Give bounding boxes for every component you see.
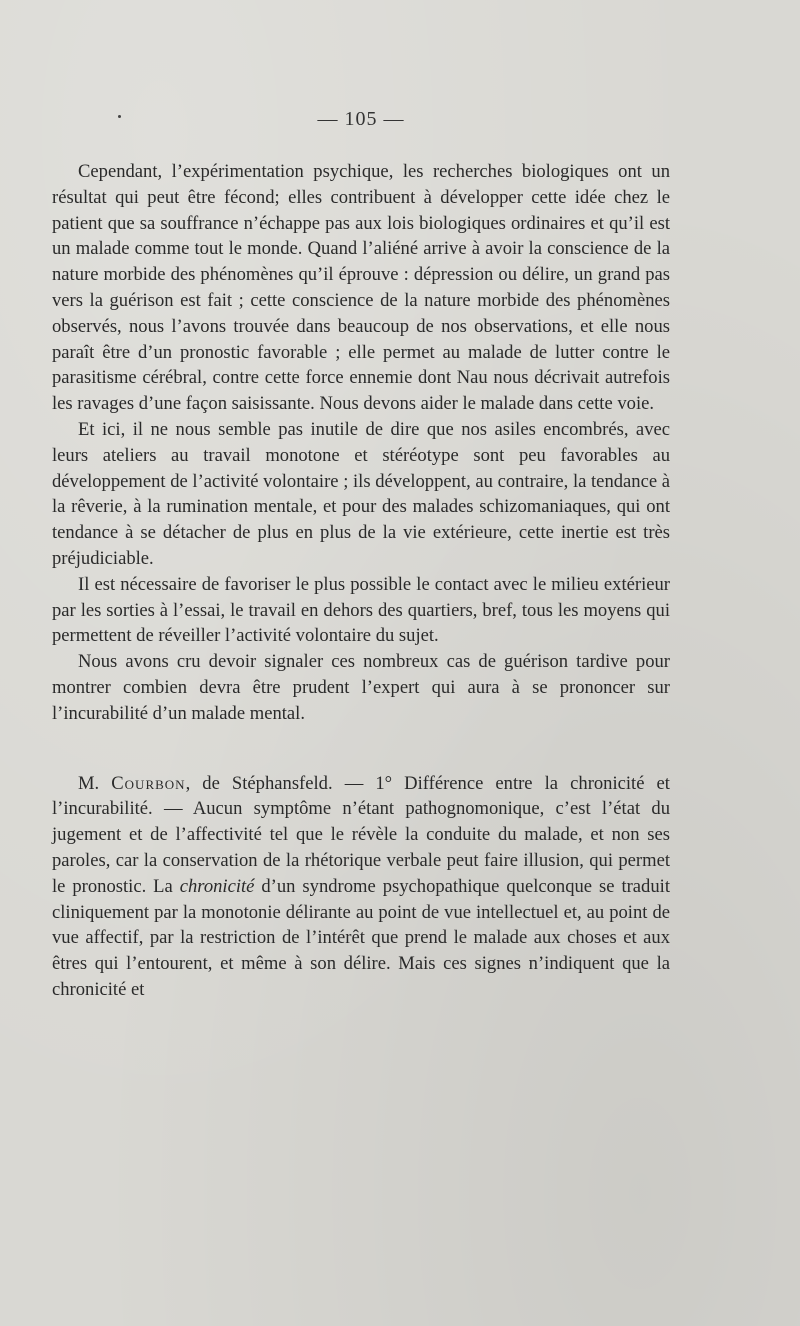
page-number: — 105 —	[317, 108, 405, 130]
author-name: Courbon	[111, 772, 186, 794]
section-paragraph	[52, 771, 670, 1003]
paragraph: Cependant, l’expérimentation psychique, les recherches biologiques ont un résultat qui peut être fécond; elles contribuent à développer cette idée chez le patient que sa souffrance n’échappe pas aux lois biologiques ordinaires et qu’il est un malade comme tout le monde. Quand l’aliéné arrive à avoir la conscience de la nature morbide des phénomènes qu’il éprouve : dépression ou délire, un grand pas vers la guérison est fait ; cette conscience de la nature morbide des phénomènes observés, nous l’avons trouvée dans beaucoup de nos observations, et elle nous paraît être d’un pronostic favorable ; elle permet au malade de lutter contre le parasitisme cérébral, contre cette force ennemie dont Nau nous décrivait autrefois les ravages d’une façon saisissante. Nous devons aider le malade dans cette voie.	[52, 161, 670, 415]
section-continuation: d’un syndrome psychopathique quelconque se traduit cliniquement par la monotonie délirante au point de vue intellectuel et, au point de vue affectif, par la restriction de l’intérêt que prend le malade aux choses et aux êtres qui l’entourent, et même à son délire. Mais ces signes n’indiquent que la chronicité et	[52, 875, 670, 1000]
paragraph: Et ici, il ne nous semble pas inutile de dire que nos asiles encombrés, avec leurs ateliers au travail monotone et stéréotype sont peu favorables au développement de l’activité volontaire ; ils développent, au contraire, la tendance à la rêverie, à la rumination mentale, et pour des malades schizomaniaques, qui ont tendance à se détacher de plus en plus de la vie extérieure, cette inertie est très préjudiciable.	[52, 418, 670, 569]
paragraph: Nous avons cru devoir signaler ces nombreux cas de guérison tardive pour montrer combien devra être prudent l’expert qui aura à se prononcer sur l’incurabilité d’un malade mental.	[52, 651, 670, 724]
book-page	[52, 108, 670, 1003]
paragraph: Il est nécessaire de favoriser le plus possible le contact avec le milieu extérieur par les sorties à l’essai, le travail en dehors des quartiers, bref, tous les moyens qui permettent de réveiller l’activité volontaire du sujet.	[52, 573, 670, 647]
section-text: , de Stéphansfeld. — 1° Différence entre la chronicité et l’incurabilité. — Aucun symptôme n’étant pathognomonique, c’est l’état du jugement et de l’affectivité tel que le révèle la conduite du malade, et non ses paroles, car la conservation de la rhétorique verbale peut faire illusion, qui permet le pronostic. La	[52, 772, 670, 897]
section-gap	[52, 727, 670, 771]
author-prefix: M.	[78, 772, 112, 794]
italic-term: chronicité	[179, 875, 255, 897]
